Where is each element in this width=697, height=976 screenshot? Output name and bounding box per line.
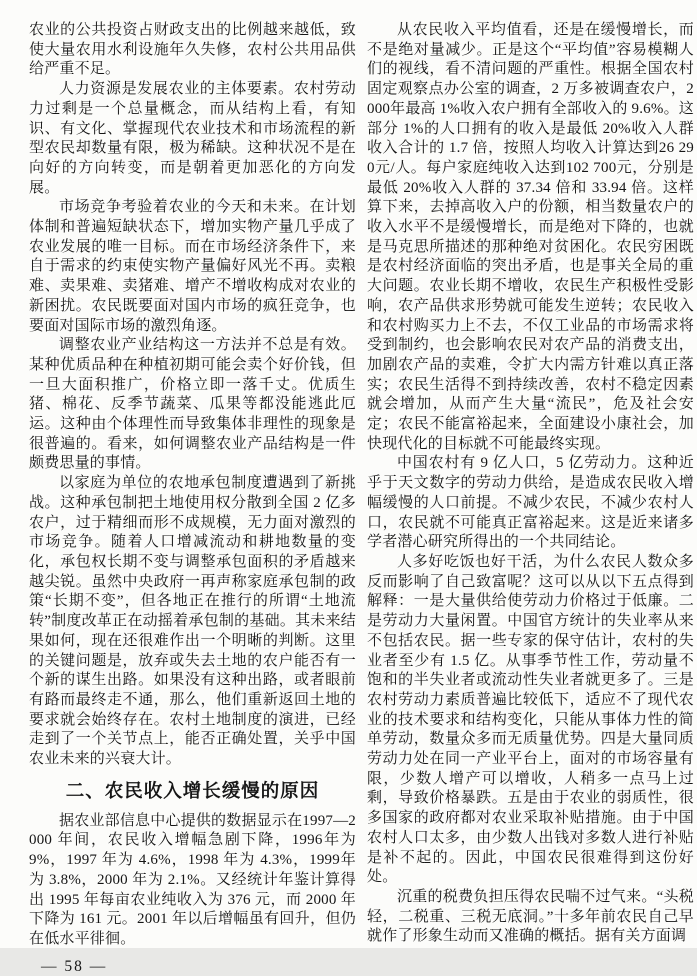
section-heading: 二、农民收入增长缓慢的原因 (65, 779, 320, 801)
paragraph: 中国农村有 9 亿人口，5 亿劳动力。这种近乎于天文数字的劳动力供给，是造成农民收入增幅缓慢的人口前提。不减少农民，不减少农村人口，农民就不可能真正富裕起来。这是近来诸多学者潜心研究所得出的一个共同结论。 (367, 455, 694, 551)
paragraph-cutoff: 沉重的税费负担压得农民喘不过气来。“头税轻，二税重、三税无底洞。”十多年前农民自己早就作了形象生动而又准确的概括。据有关方面调 (367, 888, 694, 945)
paragraph: 据农业部信息中心提供的数据显示在1997—2000 年间，农民收入增幅急剧下降，1996年为 9%，1997 年为 4.6%，1998 年为 4.3%，1999年为 3.8%，2000 年为 2.1%。又经统计年鉴计算得出 1995 年每亩农业纯收入为 376 元，而 2000 年下降为 161 元。2001 年以后增幅虽有回升，但仍在低水平徘徊。 (29, 812, 356, 947)
paragraph: 从农民收入平均值看，还是在缓慢增长，而不是绝对量减少。正是这个“平均值”容易模糊人们的视线，看不清问题的严重性。根据全国农村固定观察点办公室的调查，2 万多被调查农户，2000年最高 1%收入农户拥有全部收入的 9.6%。这部分 1%的人口拥有的收入是最低 20%收入人群收入合计的 1.7 倍，按照人均收入计算达到26 290元/人。每户家庭纯收入达到102 700元，分别是最低 20%收入人群的 37.34 倍和 33.94 倍。这样算下来，去掉高收入户的份额，相当数量农户的收入水平不是缓慢增长，而是绝对下降的，也就是马克思所描述的那种绝对贫困化。农民穷困既是农村经济面临的突出矛盾，也是事关全局的重大问题。农业长期不增收，农民生产积极性受影响，农产品供求形势就可能发生逆转；农民收入和农村购买力上不去，不仅工业品的市场需求将受到制约，也会影响农民对农产品的消费支出，加剧农产品的卖难，令扩大内需方针难以真正落实；农民生活得不到持续改善，农村不稳定因素就会增加，从而产生大量“流民”，危及社会安定；农民不能富裕起来，全面建设小康社会，加快现代化的目标就不可能最终实现。 (367, 22, 694, 452)
paragraph: 市场竞争考验着农业的今天和未来。在计划体制和普遍短缺状态下，增加实物产量几乎成了农业发展的唯一目标。而在市场经济条件下，来自于需求的约束使实物产量偏好风光不再。卖粮难、卖果难、卖猪难、增产不增收构成对农业的新困扰。农民既要面对国内市场的疯狂竞争，也要面对国际市场的激烈角逐。 (29, 199, 356, 334)
paragraph: 人多好吃饭也好干活，为什么农民人数众多反而影响了自己致富呢？这可以从以下五点得到解释：一是大量供给使劳动力价格过于低廉。二是劳动力大量闲置。中国官方统计的失业率从来不包括农民。据一些专家的保守估计，农村的失业者至少有 1.5 亿。从事季节性工作，劳动量不饱和的半失业者或流动性失业者就更多了。三是农村劳动力素质普遍比较低下，适应不了现代农业的技术要求和结构变化，只能从事体力性的简单劳动，数量众多而无质量优势。四是大量同质劳动力处在同一产业平台上，面对的市场容量有限，少数人增产可以增收，人稍多一点马上过剩，导致价格暴跌。五是由于农业的弱质性，很多国家的政府都对农业采取补贴措施。由于中国农村人口太多，由少数人出钱对多数人进行补贴是补不起的。因此，中国农民很难得到这份好处。 (367, 553, 694, 886)
paragraph: 调整农业产业结构这一方法并不总是有效。某种优质品种在种植初期可能会卖个好价钱，但一旦大面积推广，价格立即一落千丈。优质生猪、棉花、反季节蔬菜、瓜果等都没能逃此厄运。这种由个体理性而导致集体非理性的现象是很普遍的。看来，如何调整农业产品结构是一件颇费思量的事情。 (29, 337, 356, 472)
paragraph: 以家庭为单位的农地承包制度遭遇到了新挑战。这种承包制把土地使用权分散到全国 2 亿多农户，过于精细而形不成规模，无力面对激烈的市场竞争。随着人口增减流动和耕地数量的变化，承包权长期不变与调整承包面积的矛盾越来越尖锐。虽然中央政府一再声称家庭承包制的政策“长期不变”，但各地正在推行的所谓“土地流转”制度改革正在动摇着承包制的基础。其未来结果如何，现在还很难作出一个明晰的判断。这里的关键问题是，放弃或失去土地的农户能否有一个新的谋生出路。如果没有这种出路，或者眼前有路而最终走不通，那么，他们重新返回土地的要求就会始终存在。农村土地制度的演进，已经走到了一个关节点上，能否正确处置，关乎中国农业未来的兴衰大计。 (29, 475, 356, 768)
paragraph: 人力资源是发展农业的主体要素。农村劳动力过剩是一个总量概念，而从结构上看，有知识、有文化、掌握现代农业技术和市场流程的新型农民却数量有限，极为稀缺。这种状况不是在向好的方向转变，而是朝着更加恶化的方向发展。 (29, 81, 356, 196)
two-column-layout (29, 21, 694, 976)
paragraph-continuation: 农业的公共投资占财政支出的比例越来越低，致使大量农用水利设施年久失修，农村公共用品供给严重不足。 (29, 22, 356, 78)
left-column (29, 21, 356, 976)
page-number: — 58 — (41, 957, 108, 975)
right-column (367, 21, 694, 976)
